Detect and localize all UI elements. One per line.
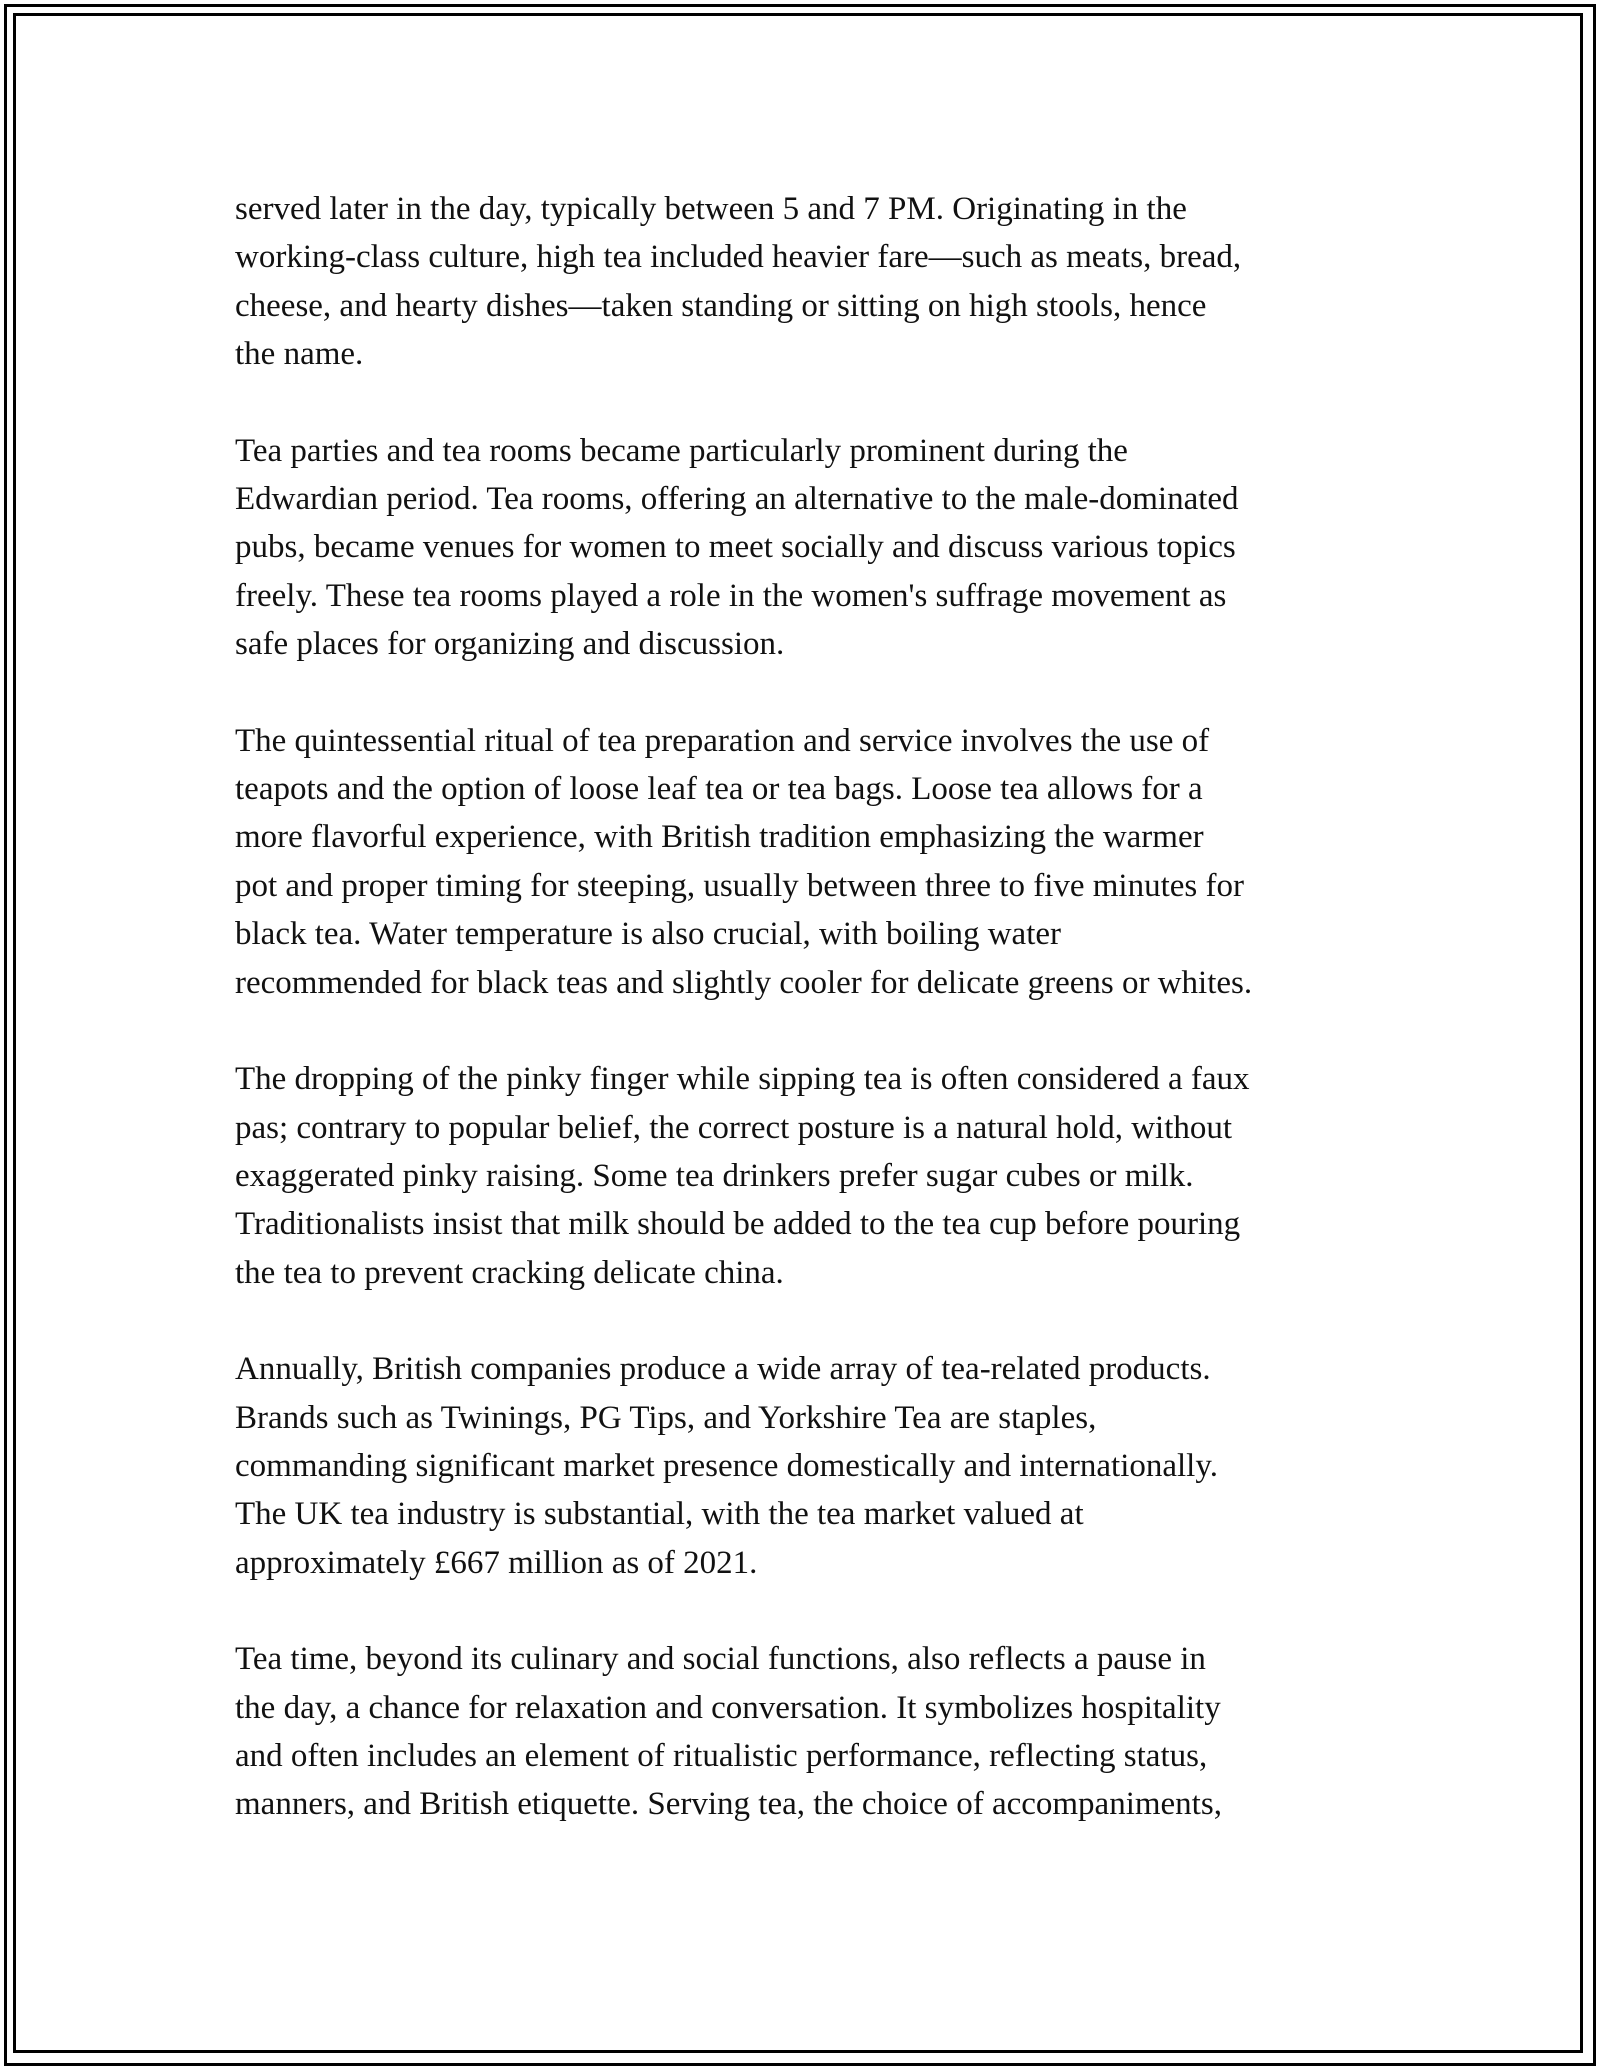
paragraph-tea-time: Tea time, beyond its culinary and social functions, also reflects a pause in the day, a chance for relaxation and conversation. It symbolizes hospitality and often includes an element of ritualistic performance, reflecting status, manners, and British etiquette. Serving tea, the choice of accompaniments, [235, 1641, 1222, 1823]
paragraph-tea-preparation: The quintessential ritual of tea preparation and service involves the use of teapots and the option of loose leaf tea or tea bags. Loose tea allows for a more flavorful experience, with British tradition emphasizing the warmer pot and proper timing for steeping, usually between three to five minutes for black tea. Water temperature is also crucial, with boiling water recommended for black teas and slightly cooler for delicate greens or whites. [235, 722, 1253, 1001]
paragraph-pinky-etiquette: The dropping of the pinky finger while sipping tea is often considered a faux pas; contrary to popular belief, the correct posture is a natural hold, without exaggerated pinky raising. Some tea drinkers prefer sugar cubes or milk. Traditionalists insist that milk should be added to the tea cup before pouring the tea to prevent cracking delicate china. [235, 1061, 1250, 1291]
paragraph-tea-rooms: Tea parties and tea rooms became particularly prominent during the Edwardian period. Tea rooms, offering an alternative to the male-dominated pubs, became venues for women to meet socially and discuss various topics freely. These tea rooms played a role in the women's suffrage movement as safe places for organizing and discussion. [235, 432, 1239, 663]
document-body [235, 185, 1375, 1877]
paragraph-high-tea: served later in the day, typically between 5 and 7 PM. Originating in the working-class culture, high tea included heavier fare—such as meats, bread, cheese, and hearty dishes—taken standing or sitting on high stools, hence the name. [235, 191, 1242, 373]
paragraph-tea-industry: Annually, British companies produce a wide array of tea-related products. Brands such as Twinings, PG Tips, and Yorkshire Tea are staples, commanding significant market presence domestically and internationally. The UK tea industry is substantial, with the tea market valued at approximately £667 million as of 2021. [235, 1351, 1218, 1581]
